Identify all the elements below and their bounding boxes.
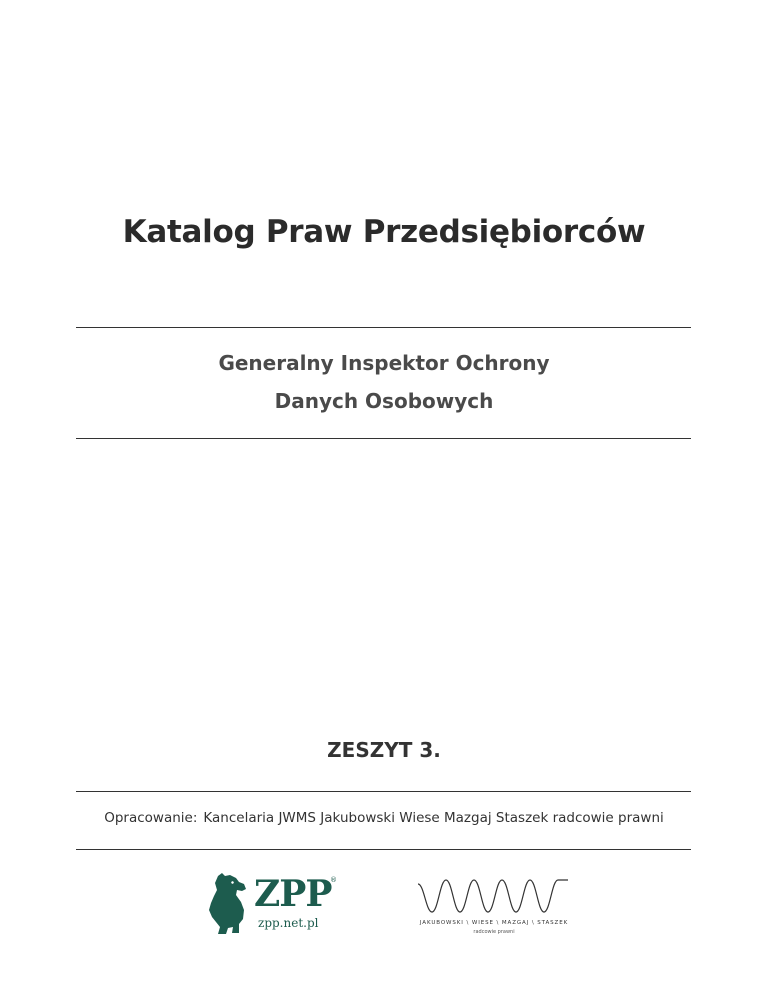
jwms-subtitle: radcowie prawni [473,929,515,935]
divider-middle [76,438,691,439]
jwms-logo [414,872,574,952]
credits-label: Opracowanie: [104,810,198,826]
zpp-wordmark: ZPP [254,873,332,915]
registered-mark: ® [330,876,337,884]
subtitle-line-1: Generalny Inspektor Ochrony [218,351,550,375]
divider-top [76,327,691,328]
credits-line [0,810,768,826]
catalog-title: Katalog Praw Przedsiębiorców [122,214,646,250]
divider-bottom [76,849,691,850]
credits-text: Kancelaria JWMS Jakubowski Wiese Mazgaj Staszek radcowie prawni [203,810,664,826]
bear-icon [206,872,252,936]
subtitle-line-2: Danych Osobowych [274,389,494,413]
jwms-wave-mark [416,876,572,918]
zpp-logo [206,872,338,938]
jwms-partner-names: JAKUBOWSKI \ WIESE \ MAZGAJ \ STASZEK [419,920,569,926]
zpp-url: zpp.net.pl [258,916,319,930]
divider-lower [76,791,691,792]
issue-number: ZESZYT 3. [327,738,441,762]
